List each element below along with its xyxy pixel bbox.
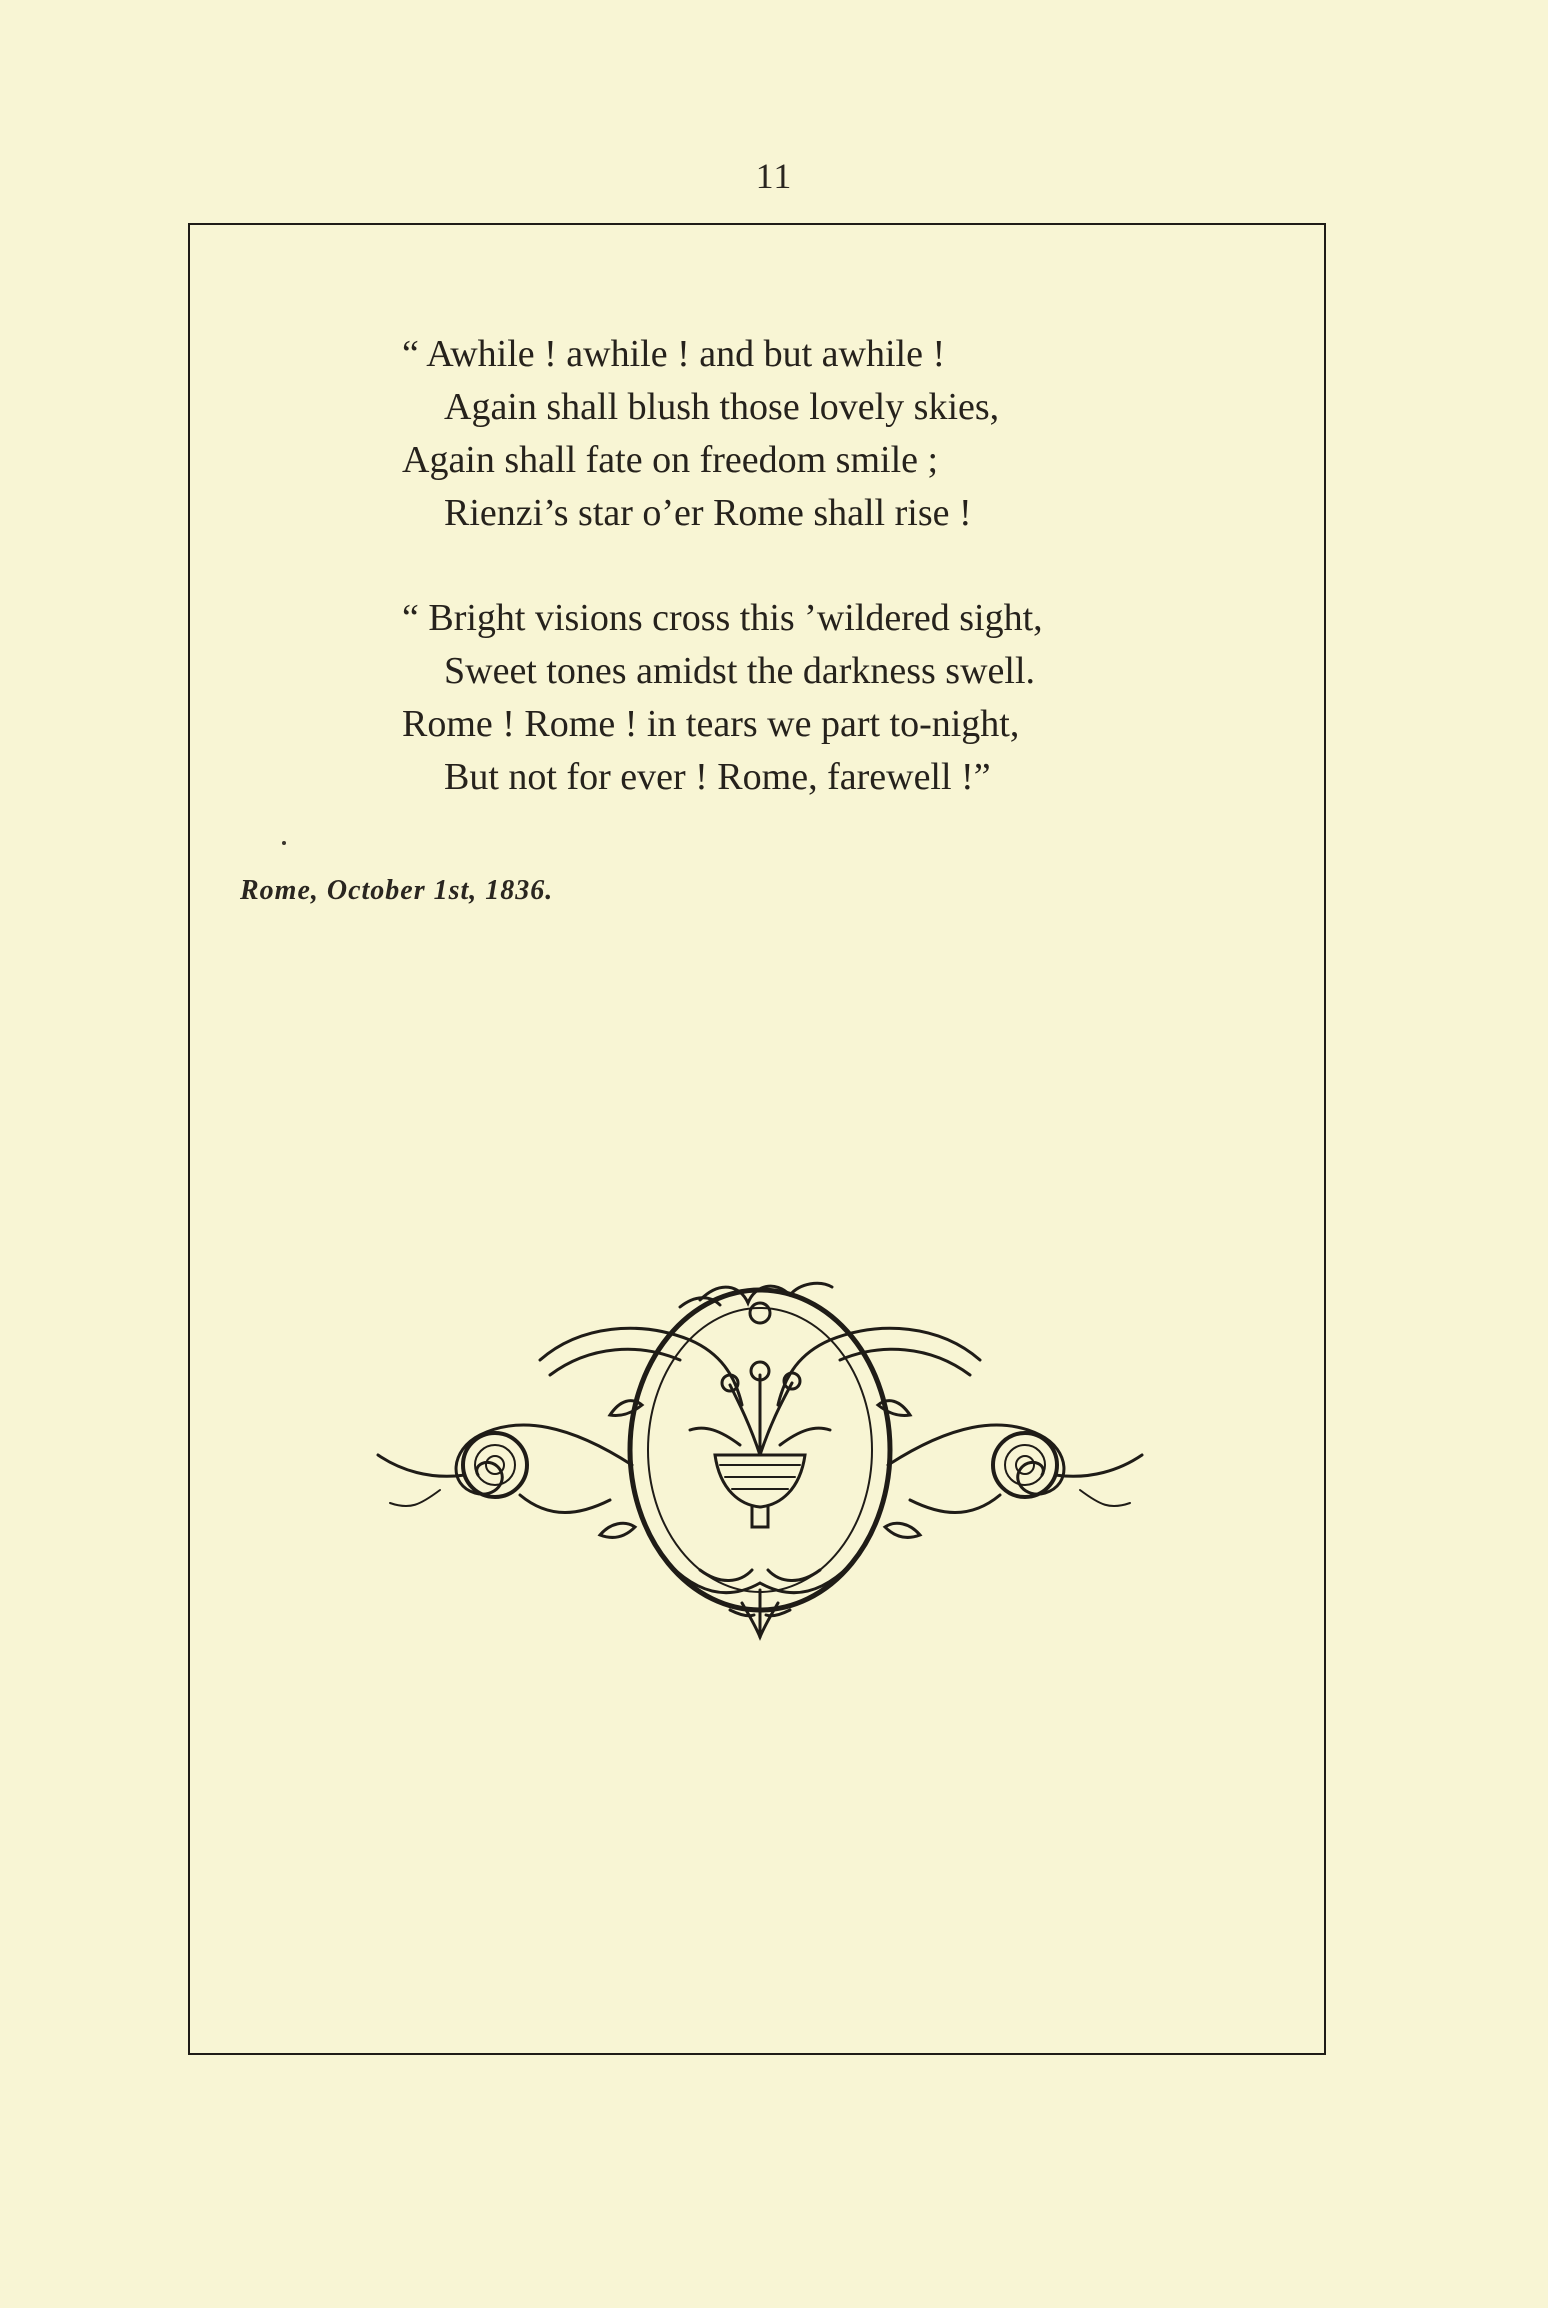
page-number: 11	[755, 156, 793, 196]
poem-line: “ Bright visions cross this ’wildered sight,	[402, 597, 1043, 639]
poem-line: But not for ever ! Rome, farewell !”	[444, 756, 991, 798]
poem-line: Sweet tones amidst the darkness swell.	[444, 650, 1036, 692]
poem-line: Again shall fate on freedom smile ;	[402, 439, 939, 481]
poem-line: Rome ! Rome ! in tears we part to-night,	[402, 703, 1020, 745]
ink-speck	[282, 841, 286, 845]
dateline: Rome, October 1st, 1836.	[240, 875, 554, 906]
poem-line: “ Awhile ! awhile ! and but awhile !	[402, 333, 946, 375]
poem-line: Again shall blush those lovely skies,	[444, 386, 1000, 428]
page-frame	[188, 223, 1326, 2055]
floral-urn-ornament-icon	[370, 1265, 1150, 1645]
poem-line: Rienzi’s star o’er Rome shall rise !	[444, 492, 972, 534]
